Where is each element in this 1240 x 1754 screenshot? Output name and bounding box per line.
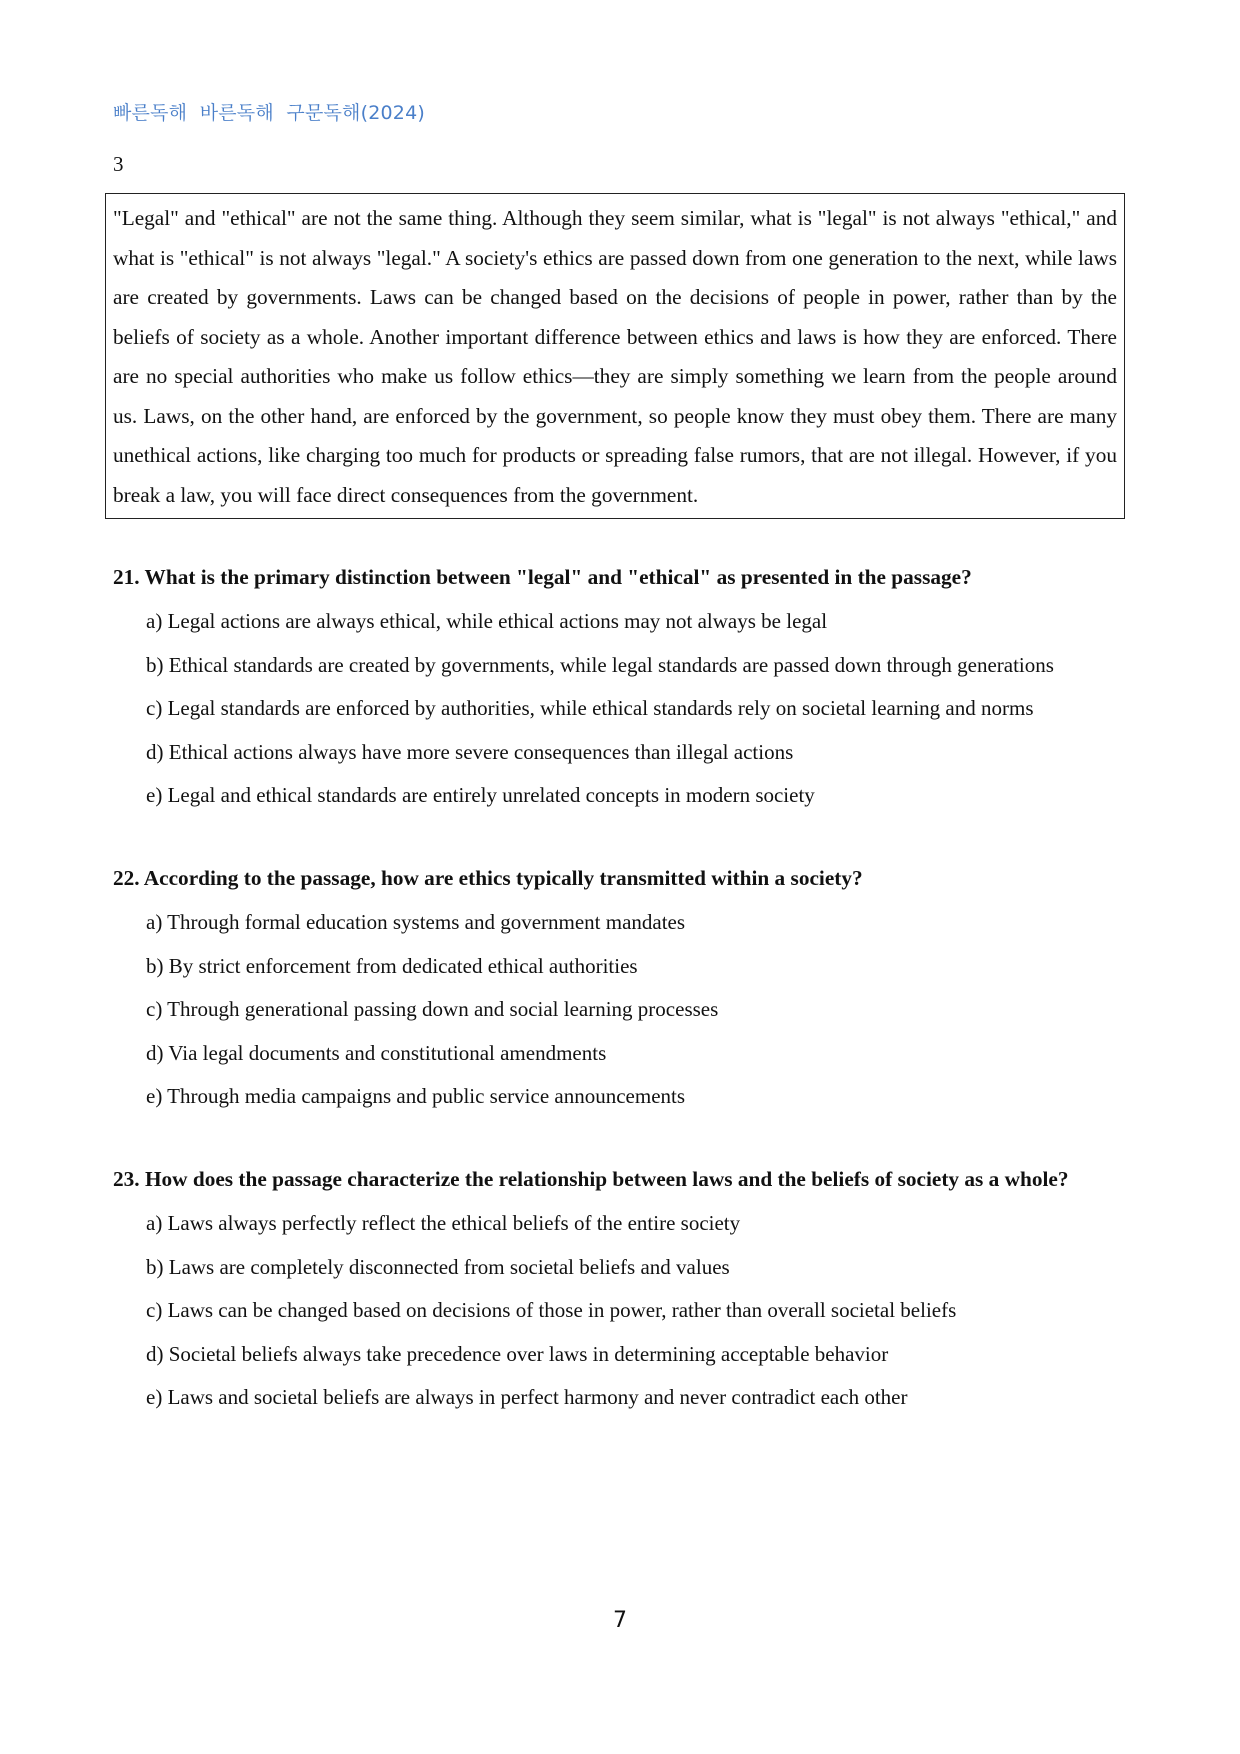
answer-option-c: c) Laws can be changed based on decisions of those in power, rather than overall societal beliefs bbox=[146, 1298, 957, 1322]
answer-option-a: a) Laws always perfectly reflect the ethical beliefs of the entire society bbox=[146, 1211, 741, 1235]
question-21 bbox=[113, 562, 1133, 824]
question-23 bbox=[113, 1164, 1133, 1426]
question-stem: 21. What is the primary distinction between "legal" and "ethical" as presented in the passage? bbox=[113, 565, 972, 589]
answer-options bbox=[113, 1208, 1133, 1426]
page-number: 7 bbox=[613, 1608, 627, 1633]
page-header-title: 빠른독해 바른독해 구문독해(2024) bbox=[113, 102, 425, 124]
passage-box bbox=[105, 193, 1125, 519]
answer-option-d: d) Via legal documents and constitutional amendments bbox=[146, 1040, 607, 1065]
passage-text: "Legal" and "ethical" are not the same thing. Although they seem similar, what is "legal" is not always "ethical," and what is "ethical" is not always "legal." A society's ethics are passed down from one generation to the next, while laws are created by governments. Laws can be changed based on the decisions of people in power, rather than by the beliefs of society as a whole. Another important difference between ethics and laws is how they are enforced. There are no special authorities who make us follow ethics—they are simply something we learn from the people around us. Laws, on the other hand, are enforced by the government, so people know they must obey them. There are many unethical actions, like charging too much for products or spreading false rumors, that are not illegal. However, if you break a law, you will face direct consequences from the government. bbox=[113, 206, 1117, 507]
passage-number: 3 bbox=[113, 152, 124, 176]
answer-options bbox=[113, 606, 1133, 824]
answer-option-b: b) Ethical standards are created by governments, while legal standards are passed down through generations bbox=[146, 652, 1054, 677]
answer-option-d: d) Ethical actions always have more severe consequences than illegal actions bbox=[146, 739, 794, 764]
answer-option-e: e) Legal and ethical standards are entirely unrelated concepts in modern society bbox=[146, 783, 815, 807]
answer-option-b: b) By strict enforcement from dedicated ethical authorities bbox=[146, 953, 638, 978]
answer-option-e: e) Laws and societal beliefs are always in perfect harmony and never contradict each other bbox=[146, 1385, 908, 1409]
answer-option-e: e) Through media campaigns and public service announcements bbox=[146, 1084, 686, 1108]
answer-option-d: d) Societal beliefs always take precedence over laws in determining acceptable behavior bbox=[146, 1341, 889, 1366]
answer-option-b: b) Laws are completely disconnected from societal beliefs and values bbox=[146, 1254, 730, 1279]
question-stem: 23. How does the passage characterize the relationship between laws and the beliefs of society as a whole? bbox=[113, 1167, 1069, 1191]
question-22 bbox=[113, 863, 1133, 1125]
question-stem: 22. According to the passage, how are ethics typically transmitted within a society? bbox=[113, 866, 863, 890]
answer-options bbox=[113, 907, 1133, 1125]
answer-option-a: a) Through formal education systems and government mandates bbox=[146, 910, 686, 934]
answer-option-a: a) Legal actions are always ethical, while ethical actions may not always be legal bbox=[146, 609, 828, 633]
answer-option-c: c) Legal standards are enforced by authorities, while ethical standards rely on societal learning and norms bbox=[146, 696, 1034, 720]
answer-option-c: c) Through generational passing down and social learning processes bbox=[146, 997, 719, 1021]
